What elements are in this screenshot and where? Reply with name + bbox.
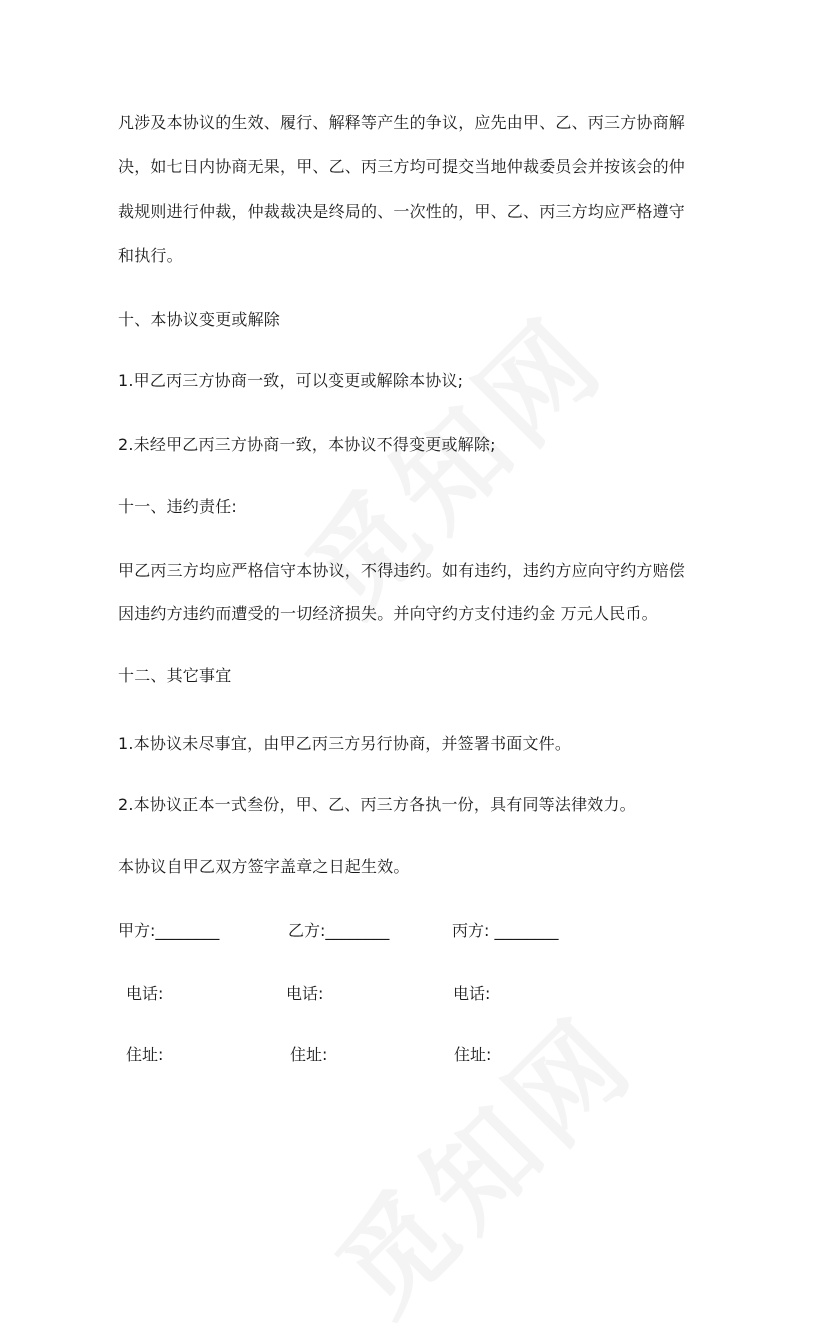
section-11-body-1: 甲乙丙三方均应严格信守本协议，不得违约。如有违约，违约方应向守约方赔偿 [118, 561, 686, 580]
dispute-line-4: 和执行。 [118, 246, 183, 265]
party-a-phone: 电话: [126, 984, 164, 1003]
effective-clause: 本协议自甲乙双方签字盖章之日起生效。 [118, 857, 410, 876]
section-10-title: 十、本协议变更或解除 [118, 310, 281, 329]
watermark-bottom [297, 976, 663, 1342]
party-c-address: 住址: [454, 1045, 492, 1064]
party-b-phone: 电话: [286, 984, 324, 1003]
dispute-line-3: 裁规则进行仲裁，仲裁裁决是终局的、一次性的，甲、乙、丙三方均应严格遵守 [118, 202, 686, 221]
section-10-item-2: 2.未经甲乙丙三方协商一致，本协议不得变更或解除; [118, 435, 496, 454]
party-a-signature: 甲方:________ [118, 921, 220, 940]
watermark [267, 276, 633, 642]
party-a-address: 住址: [126, 1045, 164, 1064]
section-11-title: 十一、违约责任: [118, 497, 237, 516]
dispute-line-1: 凡涉及本协议的生效、履行、解释等产生的争议，应先由甲、乙、丙三方协商解 [118, 113, 686, 132]
section-11-body-2: 因违约方违约而遭受的一切经济损失。并向守约方支付违约金 万元人民币。 [118, 604, 658, 623]
party-b-address: 住址: [290, 1045, 328, 1064]
party-b-signature: 乙方:________ [288, 921, 390, 940]
party-c-phone: 电话: [453, 984, 491, 1003]
section-12-item-1: 1.本协议未尽事宜，由甲乙丙三方另行协商，并签署书面文件。 [118, 734, 572, 753]
section-12-item-2: 2.本协议正本一式叁份，甲、乙、丙三方各执一份，具有同等法律效力。 [118, 795, 636, 814]
party-c-signature: 丙方: ________ [452, 921, 559, 940]
dispute-line-2: 决，如七日内协商无果，甲、乙、丙三方均可提交当地仲裁委员会并按该会的仲 [118, 157, 686, 176]
section-10-item-1: 1.甲乙丙三方协商一致，可以变更或解除本协议; [118, 371, 464, 390]
section-12-title: 十二、其它事宜 [118, 666, 232, 685]
